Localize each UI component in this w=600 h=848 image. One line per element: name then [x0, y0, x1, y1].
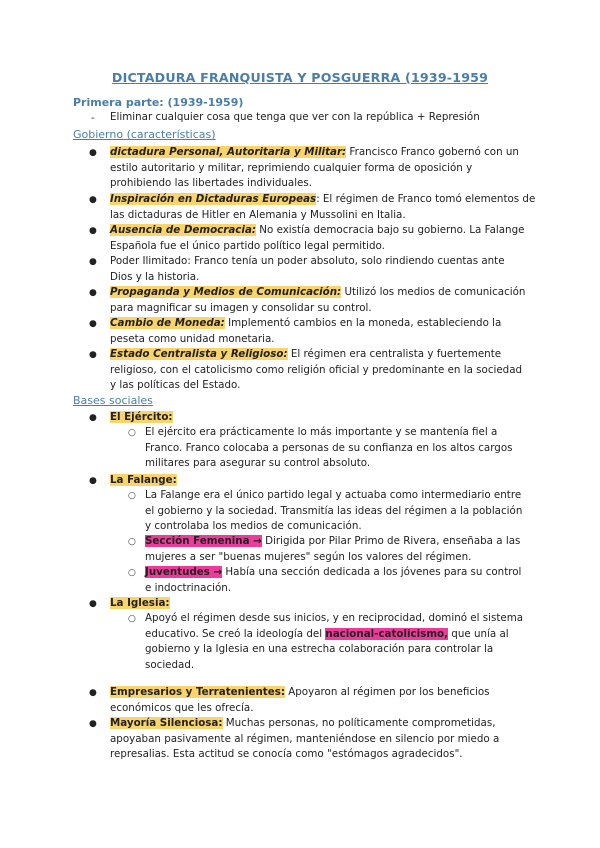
bullet: ●	[89, 350, 97, 360]
text-line: prohibiendo las libertades individuales.	[110, 177, 313, 189]
bullet: ●	[89, 288, 97, 298]
highlight-label: Mayoría Silenciosa:	[110, 717, 223, 729]
text-line: el gobierno y la sociedad. Transmitía las ideas del régimen a la población	[145, 504, 523, 517]
text-line: y las políticas del Estado.	[110, 379, 241, 391]
highlight-label: La Falange:	[110, 474, 177, 486]
text-line: El ejército era prácticamente lo más importante y se mantenía fiel a	[145, 426, 498, 438]
heading-bases-sociales: Bases sociales	[73, 394, 153, 407]
list-item-inspiracion: Inspiración en Dictaduras Europeas: El régimen de Franco tomó elementos de	[110, 193, 536, 205]
text-line: educativo. Se creó la ideología del nacional-catolicismo, que unía al	[145, 627, 509, 640]
highlight-label: Ausencia de Democracia:	[110, 224, 257, 236]
highlight-label: Estado Centralista y Religioso:	[110, 348, 288, 360]
list-item-iglesia	[110, 596, 170, 612]
text-line: Dios y la historia.	[110, 270, 200, 283]
heading-gobierno: Gobierno (características)	[73, 128, 216, 141]
dash-line: Eliminar cualquier cosa que tenga que ver con la república + Represión	[110, 111, 480, 123]
text-line: para magnificar su imagen y consolidar su control.	[110, 301, 372, 314]
bullet: ●	[89, 148, 97, 158]
text-line: las dictaduras de Hitler en Alemania y Mussolini en Italia.	[110, 208, 406, 221]
bullet: ●	[89, 599, 97, 609]
dash-bullet: -	[91, 113, 95, 124]
text-line: estilo autoritario y militar, reprimiendo cualquier forma de oposición y	[110, 161, 473, 174]
highlight-label: dictadura Personal, Autoritaria y Militar:	[110, 146, 347, 158]
bullet: ●	[89, 688, 97, 698]
text-line: peseta como unidad monetaria.	[110, 332, 275, 345]
text-line: Española fue el único partido político legal permitido.	[110, 239, 385, 252]
sub-bullet: ○	[128, 614, 136, 624]
sub-item-juventudes: Juventudes → Había una sección dedicada a los jóvenes para su control	[145, 566, 522, 578]
list-item-propaganda: Propaganda y Medios de Comunicación: Utilizó los medios de comunicación	[110, 286, 526, 298]
list-item-moneda: Cambio de Moneda: Implementó cambios en la moneda, estableciendo la	[110, 317, 502, 329]
sub-bullet: ○	[128, 491, 136, 501]
bullet: ●	[89, 226, 97, 236]
text-line: mujeres a ser "buenas mujeres" según los valores del régimen.	[145, 550, 472, 563]
bullet: ●	[89, 257, 97, 267]
bullet: ●	[89, 195, 97, 205]
bullet: ●	[89, 719, 97, 729]
bullet: ●	[89, 413, 97, 423]
text-line: Franco. Franco colocaba a personas de su confianza en los altos cargos	[145, 441, 513, 454]
sub-bullet: ○	[128, 428, 136, 438]
list-item-poder: Poder Ilimitado: Franco tenía un poder absoluto, solo rindiendo cuentas ante	[110, 255, 505, 267]
text-line: apoyaban pasivamente al régimen, manteniéndose en silencio por miedo a	[110, 732, 500, 745]
text-line: económicos que les ofrecía.	[110, 701, 254, 714]
list-item-ausencia: Ausencia de Democracia: No existía democracia bajo su gobierno. La Falange	[110, 224, 525, 236]
document-title: DICTADURA FRANQUISTA Y POSGUERRA (1939-1959	[111, 70, 489, 85]
list-item-ejercito	[110, 410, 173, 426]
text-line: militares para asegurar su control absoluto.	[145, 457, 371, 469]
text-line: religioso, con el catolicismo como religión oficial y predominante en la sociedad	[110, 363, 523, 376]
text-line: y controlaba los medios de comunicación.	[145, 520, 362, 532]
sub-item-seccion-femenina: Sección Femenina → Dirigida por Pilar Primo de Rivera, enseñaba a las	[145, 535, 521, 547]
bullet: ●	[89, 319, 97, 329]
text-line: Apoyó el régimen desde sus inicios, y en reciprocidad, dominó el sistema	[145, 612, 524, 624]
heading-primera-parte: Primera parte: (1939-1959)	[73, 96, 244, 109]
list-item-empresarios: Empresarios y Terratenientes: Apoyaron al régimen por los beneficios	[110, 686, 490, 698]
text-line: e indoctrinación.	[145, 581, 232, 594]
list-item-falange	[110, 473, 177, 489]
highlight-label: Inspiración en Dictaduras Europeas	[110, 193, 317, 205]
pink-highlight: Sección Femenina →	[145, 535, 262, 547]
sub-bullet: ○	[128, 568, 136, 578]
highlight-label: Empresarios y Terratenientes:	[110, 686, 285, 698]
highlight-label: Cambio de Moneda:	[110, 317, 225, 329]
pink-highlight: nacional-catolicismo,	[325, 627, 449, 640]
text-line: sociedad.	[145, 658, 195, 671]
list-item-dictadura: dictadura Personal, Autoritaria y Militar: Francisco Franco gobernó con un	[110, 146, 519, 158]
highlight-label: El Ejército:	[110, 411, 173, 423]
highlight-label: La Iglesia:	[110, 597, 170, 609]
sub-bullet: ○	[128, 537, 136, 547]
text-line: La Falange era el único partido legal y actuaba como intermediario entre	[145, 489, 522, 501]
text-line: represalias. Esta actitud se conocía como "estómagos agradecidos".	[110, 748, 463, 760]
list-item-mayoria: Mayoría Silenciosa: Muchas personas, no políticamente comprometidas,	[110, 717, 496, 729]
highlight-label: Propaganda y Medios de Comunicación:	[110, 286, 342, 298]
text-line: gobierno y la Iglesia en una estrecha colaboración para controlar la	[145, 643, 494, 655]
bullet: ●	[89, 476, 97, 486]
pink-highlight: Juventudes →	[145, 566, 223, 578]
list-item-estado: Estado Centralista y Religioso: El régimen era centralista y fuertemente	[110, 348, 502, 360]
